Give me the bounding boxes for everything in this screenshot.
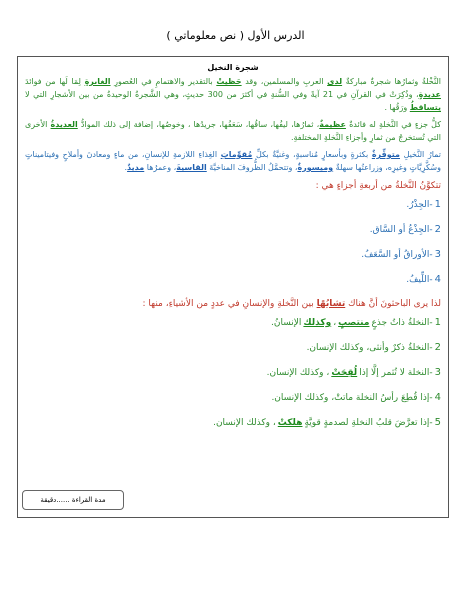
p3-text: ، وعمرُها xyxy=(144,163,177,172)
item-text: ، وكذلك الإنسان. xyxy=(266,368,330,378)
item-number: 4 xyxy=(434,392,441,403)
p1-word: لدى xyxy=(327,77,343,86)
paragraph-3 xyxy=(25,148,441,174)
item-number: 4 xyxy=(434,274,441,285)
p1-text: ، وذُكِرَتْ في القرآنِ في 21 آيةً وفي السُّنةِ في أكثرَ من 300 حديثٍ، وهي الشَّجرةُ الوحيدةُ من بين الأشجارِ التي لا xyxy=(25,90,419,99)
item-number: 2 xyxy=(434,224,441,235)
p2-word: العديدةُ xyxy=(50,120,78,129)
item-number: 1 xyxy=(434,199,441,210)
list-item xyxy=(25,317,441,328)
p3-word: متوفِّرةٌ xyxy=(371,150,400,159)
text-frame xyxy=(17,56,449,518)
reading-time-box: مدة القراءة ......دقيقة xyxy=(22,490,124,510)
item-text: -النخلة لا تُثمر إلَّا إذا xyxy=(359,368,433,378)
item-text: -اللِّيفُ. xyxy=(406,275,433,285)
title-text: لذا يرى الباحثونَ أنَّ هناك xyxy=(345,299,441,309)
item-text: -الجِذْرُ. xyxy=(406,200,433,210)
p3-text: ، وتتحمَّلُ الظُّروفَ المناخيَّةَ xyxy=(206,163,298,172)
p3-text: . xyxy=(124,163,128,172)
p3-word: مُقوِّماتِ xyxy=(220,150,253,159)
paragraph-2 xyxy=(25,118,441,144)
list-item xyxy=(25,249,441,260)
item-text: -إذا تعرَّضَ قلبُ النخلةِ لصدمةٍ قويَّةٍ xyxy=(304,418,433,428)
item-number: 3 xyxy=(434,367,441,378)
p1-word: يتساقطُ xyxy=(409,103,441,112)
p1-word: حَظيتْ xyxy=(216,77,242,86)
list-item xyxy=(25,417,441,428)
p3-text: بكثرةٍ وبأسعارٍ مُناسبةٍ، وغنيَّةٌ بكلِّ xyxy=(252,150,372,159)
p1-text: لِمَا لَها من فوائدَ xyxy=(25,77,85,86)
list-item xyxy=(25,199,441,210)
list-item xyxy=(25,392,441,403)
p1-word: الغابرةِ xyxy=(84,77,111,86)
p3-word: القاسيةَ xyxy=(176,163,207,172)
item-number: 2 xyxy=(434,342,441,353)
list-item xyxy=(25,274,441,285)
paragraph-1 xyxy=(25,75,441,114)
title-word: تشابُهًا xyxy=(316,299,346,309)
p2-text: الأخرى التي تُستخرجُ من ثمارِ وأجزاءِ النَّخلةِ المختلفةِ. xyxy=(25,120,441,142)
item-text: -النخلةُ ذاتُ جذعٍ xyxy=(371,318,433,328)
item-text: -الجِذْعُ أو السَّاق. xyxy=(369,225,433,235)
page-title: الدرس الأول ( نص معلوماتي ) xyxy=(166,29,305,42)
item-text: -النخلةُ ذكرٌ وأنثى، وكذلك الإنسان. xyxy=(306,343,433,353)
item-number: 1 xyxy=(434,317,441,328)
p1-text: العربِ والمسلمين، وقد xyxy=(241,77,328,86)
item-word: هلكتْ xyxy=(277,418,303,428)
title-text: بين النَّخلةِ والإنسانِ في عددٍ من الأشياءِ، منها : xyxy=(142,299,317,309)
item-word: وكذلك xyxy=(303,318,332,328)
p3-word: مديدٌ xyxy=(127,163,145,172)
item-word: لُقِحَتْ xyxy=(331,368,358,378)
p3-word: وميسورةٌ xyxy=(297,163,334,172)
item-word: منتصبٍ xyxy=(338,318,370,328)
item-text: -إذا قُطِعَ رأسُ النخلة ماتتْ، وكذلك الإنسان. xyxy=(271,393,433,403)
list-item xyxy=(25,367,441,378)
item-text: -الأوراقُ أو السَّعَفُ. xyxy=(361,250,433,260)
list-item xyxy=(25,224,441,235)
item-number: 5 xyxy=(434,417,441,428)
item-text: الإنسانُ. xyxy=(271,318,302,328)
similarities-title xyxy=(25,299,441,309)
p2-text: كلُّ جزءٍ في النَّخلةِ له فائدةٌ xyxy=(345,120,442,129)
item-text: ، xyxy=(333,318,337,328)
p1-text: بالتقدير والاهتمامِ في العُصورِ xyxy=(110,77,217,86)
p1-text: النَّخْلةُ وثمارُها شجرةٌ مباركةٌ xyxy=(342,77,442,86)
item-text: ، وكذلك الإنسان. xyxy=(213,418,276,428)
p1-text: ورَقُها . xyxy=(384,103,410,112)
p3-text: الغِذاءِ اللازمةِ للإنسانِ، من ماءٍ ومعادنَ وأملاحٍ وفيتاميناتٍ وسُكَّرِيَّاتٍ وغيرِه، وزراعتُها سهلةٌ xyxy=(25,150,441,172)
p3-text: تمارُ النَّخيلِ xyxy=(400,150,441,159)
parts-list-title: تتكوَّنُ النَّخلةُ من أربعةِ أجزاءٍ هي : xyxy=(315,181,441,191)
p1-word: عديدةٍ xyxy=(418,90,442,99)
p2-text: ، ثمارُها، ليفُها، ساقُها، سَعَفُها، جريدُها ، وخوصُها، إضافة إلى ذلك الموادُّ xyxy=(77,120,320,129)
list-item xyxy=(25,342,441,353)
text-heading: شجرة النخيل xyxy=(207,63,259,72)
p2-word: عظيمةٌ xyxy=(319,120,346,129)
item-number: 3 xyxy=(434,249,441,260)
